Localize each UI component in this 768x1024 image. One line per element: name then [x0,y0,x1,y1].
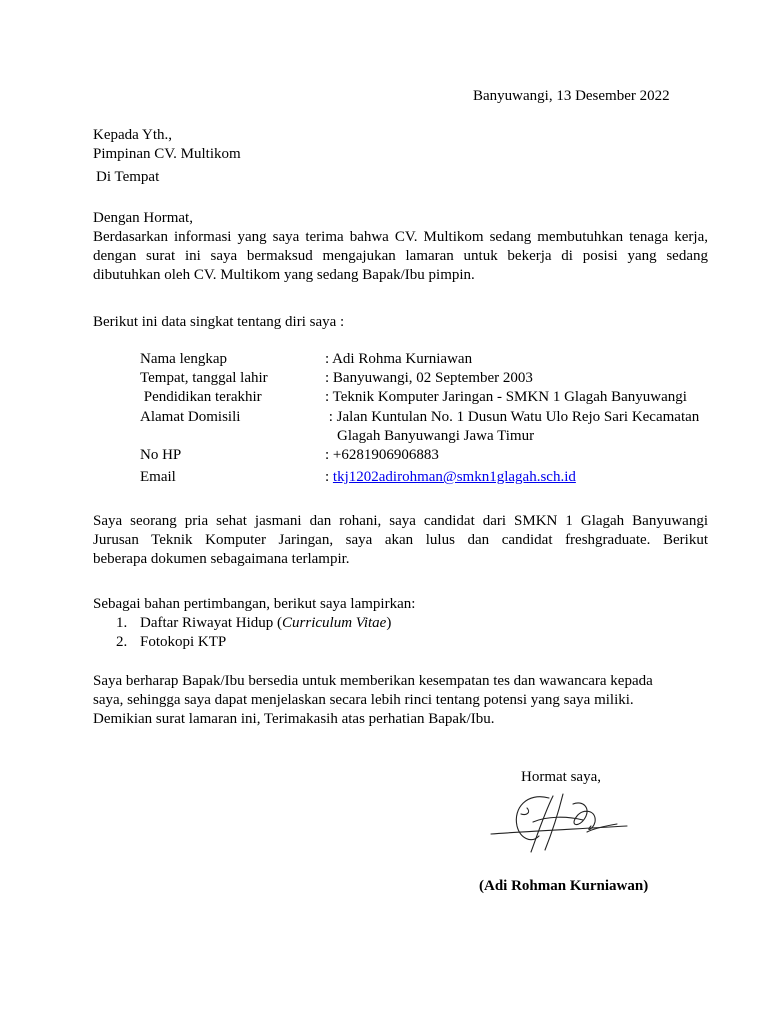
signature-image [487,786,633,856]
field-label-name: Nama lengkap [140,351,228,367]
list-text-before: Daftar Riwayat Hidup ( [140,615,283,631]
list-item [0,633,768,652]
list-text-before: Fotokopi KTP [140,634,227,650]
list-text-after: ) [386,615,392,631]
signer-name: Adi Rohman Kurniawan [484,878,644,894]
salutation: Dengan Hormat, [93,210,193,226]
intro-paragraph [93,228,708,285]
closing-line-3: Demikian surat lamaran ini, Terimakasih atas perhatian Bapak/Ibu. [93,711,495,727]
field-label-email: Email [140,469,176,485]
recipient-line-1: Kepada Yth., [93,127,172,143]
close-paren: ) [643,878,649,894]
intro-line: dibutuhkan oleh CV. Multikom yang sedang Bapak/Ibu pimpin. [93,267,475,283]
data-intro: Berikut ini data singkat tentang diri saya : [93,314,345,330]
field-value-address: : Jalan Kuntulan No. 1 Dusun Watu Ulo Rejo Sari Kecamatan [325,409,700,425]
field-value-address-line2: Glagah Banyuwangi Jawa Timur [337,428,535,444]
field-value-email [325,468,576,487]
list-item [0,614,768,633]
signer-name-block [479,877,648,896]
field-label-address: Alamat Domisili [140,409,241,425]
intro-line: dengan surat ini saya bermaksud mengajukan lamaran untuk bekerja di posisi yang sedang [93,248,708,264]
intro-line: Berdasarkan informasi yang saya terima bahwa CV. Multikom sedang membutuhkan tenaga kerja, [93,229,708,245]
list-text [140,633,226,652]
list-number: 2. [116,634,128,650]
field-value-birth: : Banyuwangi, 02 September 2003 [325,370,533,386]
closing-line-1: Saya berharap Bapak/Ibu bersedia untuk memberikan kesempatan tes dan wawancara kepada [93,673,653,689]
field-value-phone: : +6281906906883 [325,447,439,463]
email-prefix: : [325,469,333,485]
recipient-line-2: Pimpinan CV. Multikom [93,146,241,162]
field-value-name: : Adi Rohma Kurniawan [325,351,473,367]
open-paren: ( [479,878,484,894]
body2-line: beberapa dokumen sebagaimana terlampir. [93,551,350,567]
body2-line: Jurusan Teknik Komputer Jaringan, saya akan lulus dan candidat freshgraduate. Berikut [93,532,708,548]
field-value-education: : Teknik Komputer Jaringan - SMKN 1 Glagah Banyuwangi [325,389,687,405]
body-paragraph-2 [93,512,708,569]
field-label-birth: Tempat, tanggal lahir [140,370,268,386]
recipient-line-3: Di Tempat [96,169,160,185]
list-text-italic: Curriculum Vitae [282,615,387,631]
attachments-intro: Sebagai bahan pertimbangan, berikut saya lampirkan: [93,596,416,612]
list-number: 1. [116,615,128,631]
body2-line: Saya seorang pria sehat jasmani dan rohani, saya candidat dari SMKN 1 Glagah Banyuwangi [93,513,708,529]
letter-date: Banyuwangi, 13 Desember 2022 [473,88,670,104]
sign-off: Hormat saya, [521,769,601,785]
email-link[interactable]: tkj1202adirohman@smkn1glagah.sch.id [332,469,576,485]
closing-line-2: saya, sehingga saya dapat menjelaskan secara lebih rinci tentang potensi yang saya miliki. [93,692,634,708]
field-label-education: Pendidikan terakhir [140,389,262,405]
field-label-phone: No HP [140,447,182,463]
list-text [140,614,391,633]
